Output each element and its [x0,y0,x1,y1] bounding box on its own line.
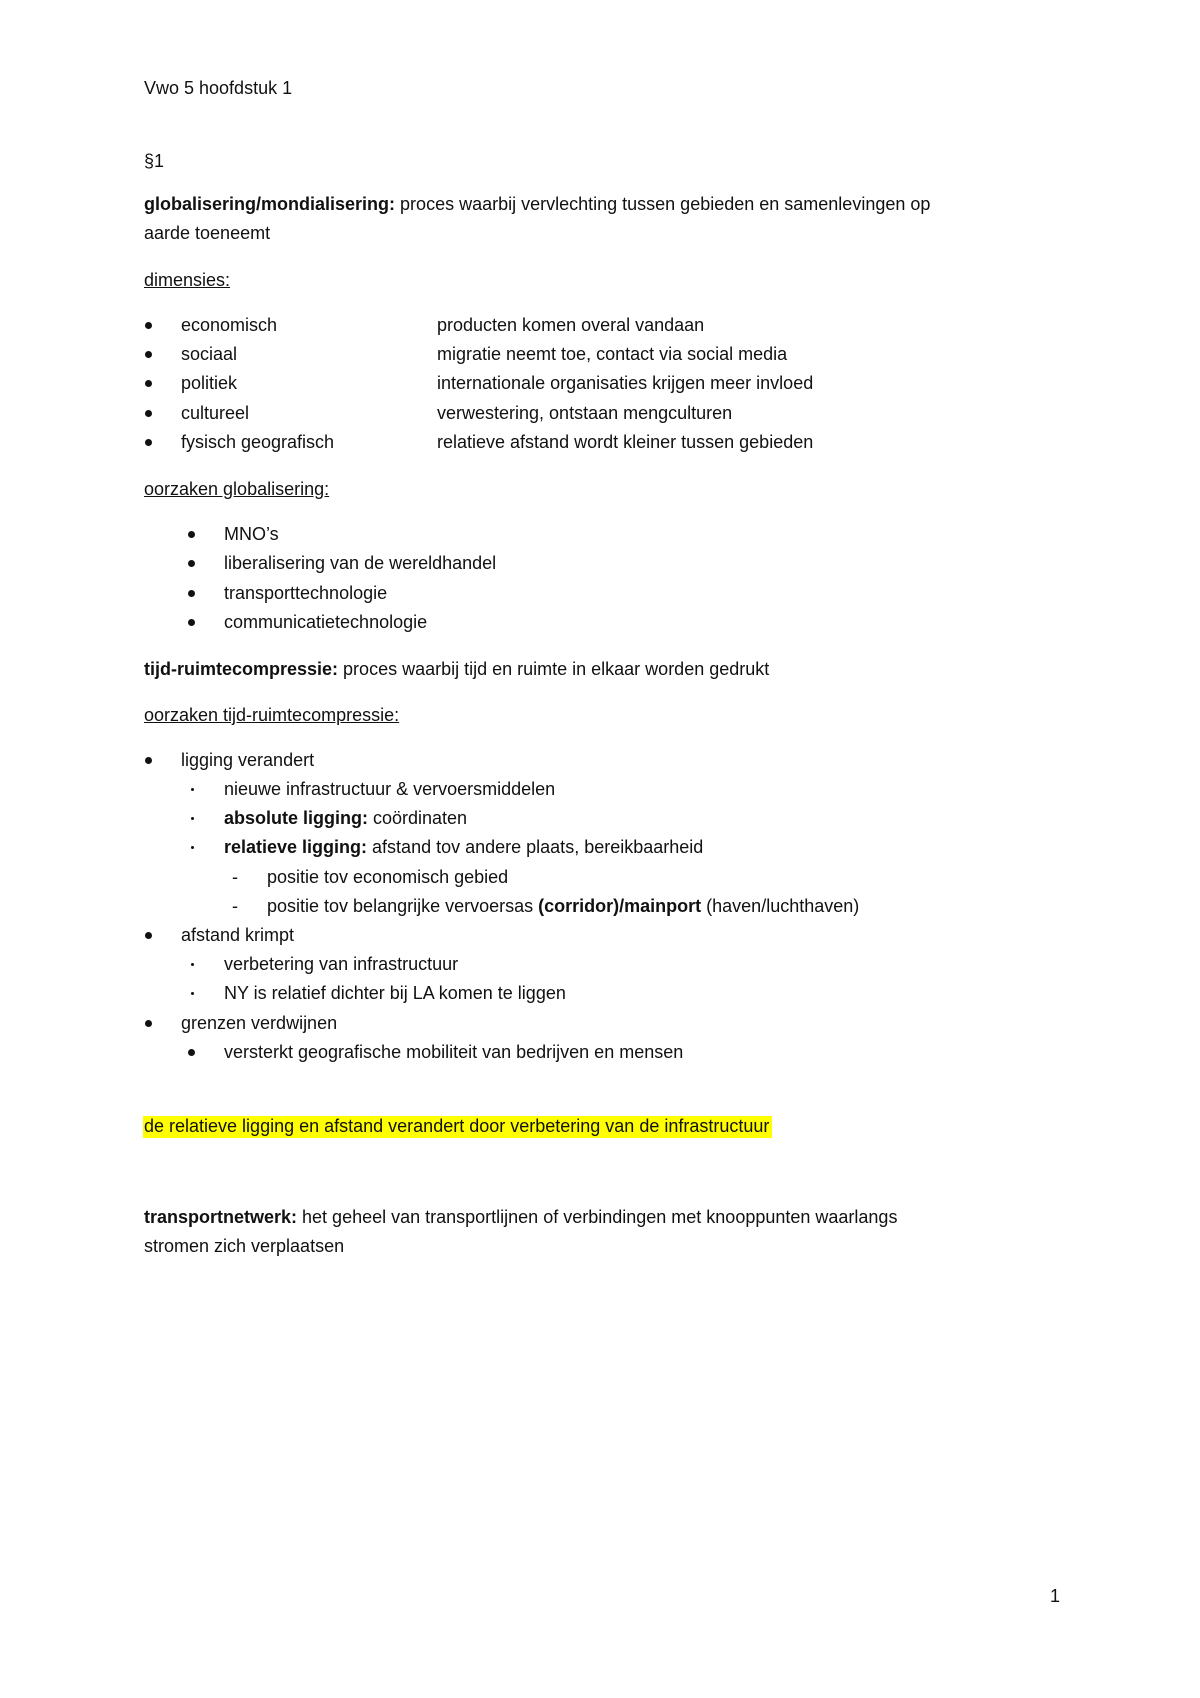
highlight-text: de relatieve ligging en afstand verandert door verbetering van de infrastructuur [143,1116,772,1138]
bullet-icon [191,817,194,820]
list-item-text: transporttechnologie [224,583,388,603]
highlighted-statement [143,1115,772,1137]
list-item-text: afstand krimpt [181,925,295,945]
dimensie-desc: internationale organisaties krijgen meer invloed [437,373,814,393]
definition-text-cont: stromen zich verplaatsen [144,1236,345,1256]
definition-text: proces waarbij vervlechting tussen gebieden en samenlevingen op [395,194,931,214]
definition-text: het geheel van transportlijnen of verbindingen met knooppunten waarlangs [297,1207,898,1227]
list-item-text: communicatietechnologie [224,612,428,632]
definition-transportnetwerk [144,1206,897,1228]
dash-icon: - [232,867,238,887]
dimensie-name: economisch [181,315,278,335]
definition-text: proces waarbij tijd en ruimte in elkaar worden gedrukt [338,659,770,679]
list-item-text: MNO’s [224,524,279,544]
document-header: Vwo 5 hoofdstuk 1 [144,78,293,98]
list-item-text [267,895,859,917]
dimensie-name: cultureel [181,403,250,423]
list-item-text: ligging verandert [181,750,315,770]
oorzaken-trc-heading: oorzaken tijd-ruimtecompressie: [144,705,400,725]
dimensie-desc: producten komen overal vandaan [437,315,705,335]
definition-term: tijd-ruimtecompressie: [144,659,339,679]
bullet-icon [188,1049,195,1056]
list-item-text: grenzen verdwijnen [181,1013,338,1033]
definition-globalisering [144,193,930,215]
bullet-icon [145,322,152,329]
dimensie-desc: relatieve afstand wordt kleiner tussen gebieden [437,432,814,452]
bullet-icon [188,619,195,626]
page-number: 1 [1050,1586,1061,1606]
list-item-text: positie tov economisch gebied [267,867,509,887]
dimensie-name: sociaal [181,344,238,364]
section-number: §1 [144,151,165,171]
definition-term: transportnetwerk: [144,1207,298,1227]
list-item-text: NY is relatief dichter bij LA komen te liggen [224,983,566,1003]
bullet-icon [145,757,152,764]
list-item-text [224,836,703,858]
dimensie-desc: migratie neemt toe, contact via social media [437,344,788,364]
relatieve-ligging-text: afstand tov andere plaats, bereikbaarheid [367,837,704,857]
list-item-text: verbetering van infrastructuur [224,954,459,974]
bullet-icon [145,351,152,358]
definition-term: globalisering/mondialisering: [144,194,396,214]
corridor-pre: positie tov belangrijke vervoersas [267,896,539,916]
relatieve-ligging-term: relatieve ligging: [224,837,368,857]
list-item-text [224,807,467,829]
dimensies-heading: dimensies: [144,270,231,290]
bullet-icon [145,410,152,417]
list-item-text: liberalisering van de wereldhandel [224,553,497,573]
bullet-icon [191,963,194,966]
corridor-term: (corridor)/mainport [538,896,702,916]
absolute-ligging-term: absolute ligging: [224,808,368,828]
corridor-post: (haven/luchthaven) [701,896,860,916]
bullet-icon [188,560,195,567]
oorzaken-globalisering-heading: oorzaken globalisering: [144,479,330,499]
dash-icon: - [232,896,238,916]
dimensie-name: politiek [181,373,238,393]
bullet-icon [191,788,194,791]
list-item-text: versterkt geografische mobiliteit van bedrijven en mensen [224,1042,684,1062]
definition-text-cont: aarde toeneemt [144,223,271,243]
bullet-icon [191,846,194,849]
bullet-icon [145,1020,152,1027]
bullet-icon [191,992,194,995]
bullet-icon [145,380,152,387]
bullet-icon [188,590,195,597]
dimensie-name: fysisch geografisch [181,432,335,452]
bullet-icon [145,439,152,446]
bullet-icon [145,932,152,939]
definition-tijd-ruimtecompressie [144,658,769,680]
bullet-icon [188,531,195,538]
list-item-text: nieuwe infrastructuur & vervoersmiddelen [224,779,556,799]
absolute-ligging-text: coördinaten [368,808,468,828]
dimensie-desc: verwestering, ontstaan mengculturen [437,403,733,423]
